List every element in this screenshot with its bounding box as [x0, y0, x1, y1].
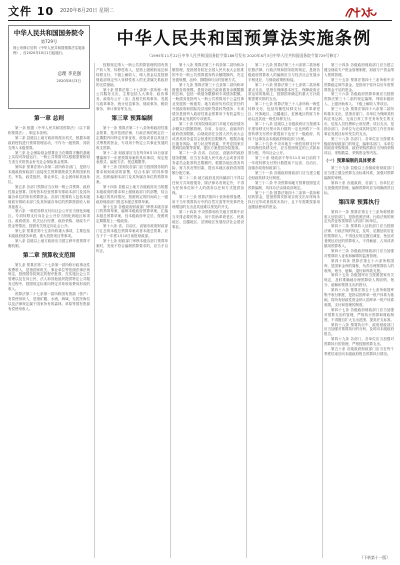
column-divider	[246, 63, 247, 558]
article-paragraph: 第二十五条 预算法第三十六条第二款所称依照法律、行政法规和国务院的规定，是指各级政府预算收入的编制应当与经济社会发展水平相适应，与财政政策相衔接。	[248, 63, 320, 82]
paper-logo	[344, 5, 378, 19]
masthead-rule	[8, 20, 392, 21]
chapter-heading: 第二章 预算收支范围	[22, 252, 76, 259]
article-paragraph: 第七条 预算法第十五条所称重大事项，主要包括本级政府债务举借、重大投资项目等事项。	[8, 229, 90, 238]
article-paragraph: 第四十九条 各部门、各单位应当加强对预算执行的管理，严格按照预算支出。	[324, 337, 394, 347]
article-paragraph: 第六条 一般性转移支付向社会公开应当细化到地区。专项转移支付向社会公开应当细化到地区和项目。政府债务、机关运行经费、政府采购、财政专户资金等情况，按照有关规定向社会公开。	[8, 209, 90, 229]
article-paragraph: 第二十七条 预算法第三十八条所称一般性转移支付，包括均衡性转移支付、对革命老区、民族地区、边疆地区、贫困地区的财力补助以及其他一般性转移支付。	[248, 102, 320, 121]
section-name: 文件 10	[8, 5, 55, 18]
article-paragraph: 第四十二条 预算收入征收部门应当按照法律、行政法规的规定，及时、足额征收应征的预算收入，不得违反规定擅自减征、免征或者缓征应征的预算收入，不得截留、占用或者挪用预算收入。	[324, 224, 394, 248]
article-paragraph: 第九条 预算法第二十七条第一款所称行政事业性收费收入，是指国家机关、事业单位等依照法律法规规定，按照国务院规定的程序批准，在实施社会公共管理以及在向公民、法人和其他组织提供特定公共服务过程中，按照规定标准向特定对象收取费用形成的收入。	[8, 262, 90, 292]
column-divider	[170, 63, 171, 558]
article-paragraph: 预算法第二十七条第一款所称国有资源（资产）有偿使用收入，是指矿藏、水流、海域、无居民海岛以及法律规定属于国家所有的森林、草原等国有资源有偿使用收入。	[8, 292, 90, 311]
article-paragraph: 第二十九条 中央对地方一般性转移支付中的均衡性转移支付，应当按照规定的公式和标准分配，并向社会公开。	[248, 141, 320, 156]
headline-subtitle: （1995年11月22日中华人民共和国国务院令第186号发布 2020年8月3日中华人民共和国国务院令第729号修订）	[147, 53, 341, 58]
article-paragraph: 第二十三条 预算法第四十条所称预备费，用于当年预算执行中的自然灾害等突发事件处理增加的支出及其他难以预见的开支。	[172, 195, 244, 210]
header-date: 2020年8月20日 星期二	[60, 8, 114, 14]
sub-heading: （一）预算编制的具体要求	[324, 159, 376, 165]
text-column	[324, 63, 394, 558]
article-paragraph: 第三十六条 各级政府预算草案应当按照预算法第三十二条的规定编制，列明本级收入、上级补助收入、下级上解收入等项目。	[324, 92, 394, 107]
text-column	[8, 112, 90, 558]
article-paragraph: 第二十一条 各省、自治区、直辖市的政府债务限额，应当在本级人民代表大会或者其常务委员会批准的总限额内，根据各地区债务风险、财力状况等因素，提出本地区政府债务限额分配方案。	[172, 151, 244, 175]
decree-body: 现公布修订后的《中华人民共和国预算法实施条例》，自2020年10月1日起施行。	[13, 46, 85, 56]
decree-signature: 总理 李克强	[57, 72, 81, 77]
article-paragraph: 第四十七条 各级政府财政部门应当加强对预算支出的管理，严格执行预算和财政制度，不得擅自扩大支出范围、提高开支标准。	[324, 307, 394, 322]
article-paragraph: 第三十九条 县级以上各级政府财政部门应当建立健全预算支出标准体系，加强对预算编制的审核。	[324, 166, 394, 181]
article-paragraph: 第十条 预算法第二十七条第一款所称一般公共服务支出，主要包括人大事务、政协事务、政府办公厅（室）及相关机构事务、发展与改革事务、统计信息事务、财政事务、税收事务、审计事务等支出。	[96, 87, 168, 112]
continued-note: （下转第十一版）	[359, 555, 390, 560]
text-column	[172, 63, 244, 558]
headline: 中华人民共和国预算法实施条例	[116, 29, 372, 49]
chapter-heading: 第三章 预算编制	[111, 116, 153, 123]
article-paragraph: 第三十五条 预算法第四十三条所称中央预算稳定调节基金，是指用于弥补以后年度预算资金不足的资金。	[324, 77, 394, 92]
article-paragraph: 第四条 预算法第六条第二款所称各部门，是指与本级政府财政部门直接发生预算缴拨款关系的国家机关、军队、政党组织、事业单位、社会团体和其他单位。	[8, 165, 90, 184]
article-paragraph: 第二十六条 预算法第三十七条第二款所称重点支出，是指在保障基本民生、保障政府正常运转的基础上，按照国家确定的重大方针政策需要安排的支出。	[248, 82, 320, 102]
state-council-decree-box	[8, 25, 90, 109]
article-paragraph: 第三十八条 各部门、各单位应当按照本级政府财政部门的规定，编制本部门、本单位的政府采购预算，政府采购预算应当列明采购项目、采购数量、采购资金等内容。	[324, 136, 394, 156]
article-paragraph: 第三十七条 预算法第四十六条第二款所称基本支出，是指各部门、各单位为保障其机构正常运转、完成日常工作任务所发生的支出，包括人员经费和公用经费；项目支出，是指各部门、各单位为完成其特定的工作任务和事业发展目标所发生的支出。	[324, 107, 394, 136]
article-paragraph: 第五条 各部门预算应当反映一般公共预算、政府性基金预算、国有资本经营预算安排给本部门及其所属各单位的所有预算资金。各部门预算收入包括本级财政安排给本部门及其所属各单位的预算拨款收入和其他收入。	[8, 184, 90, 209]
article-paragraph: 第十五条 各级政府财政部门审核本级各部门的预算草案，编制本级政府预算草案，汇编本级总预算草案，经本级政府审定后，按照规定期限报上一级政府。	[96, 204, 168, 224]
article-paragraph: 第四十条 各级政府、各部门、各单位应当加强绩效管理，编制预算时应当明确绩效目标。	[324, 180, 394, 195]
article-paragraph: 第二十二条 地方政府及其所属部门不得以任何方式举借债务，除法律另有规定外，不得为任何单位和个人的债务以任何方式提供担保。	[172, 175, 244, 195]
article-paragraph: 第二十八条 县级以上各级政府应当按照本年度转移支付预计执行数的一定比例将下一年度转移支付预计数提前下达至下一级政府，具体下达事宜由本级政府财政部门办理。	[248, 121, 320, 141]
article-paragraph: 第三十三条 预算法第四十二条第一款所称结转资金，是指预算安排项目的支出年终尚未执行完毕或者因故未执行，且下年需要按原用途继续使用的资金。	[248, 190, 320, 210]
column-divider	[94, 63, 95, 558]
article-paragraph: 第四十四条 预算法第五十六条所称国库，是国家金库的简称，负责办理预算收入的收纳、划分、留解、退付和库款支拨。	[324, 258, 394, 273]
article-paragraph: 第五十条 各级政府财政部门应当在每个季度结束后向本级政府报告预算执行情况。	[324, 347, 394, 356]
text-column	[248, 63, 320, 558]
article-paragraph: 第二十四条 中央预算和有关地方预算中应当安排必要的资金，用于扶助革命老区、民族地区、边疆地区、贫困地区发展经济社会建设事业。	[172, 210, 244, 229]
article-paragraph: 第十二条 财政部应当在每年6月15日前部署编制下一年度预算草案的具体事项，规定报表格式、编报方法、报送期限等。	[96, 150, 168, 165]
article-paragraph: 第十七条 财政部门审核本级各部门预算草案时，发现不符合编制预算要求的，应当予以纠正。	[96, 238, 168, 253]
article-paragraph: 第十三条 国务院各部门应当按照国务院的要求和财政部的部署，结合本部门的具体情况，组织编制本部门及其所属各单位的预算草案。	[96, 165, 168, 185]
text-column	[96, 63, 168, 558]
article-paragraph: 第十六条 省、自治区、直辖市政府财政部门汇总的本级总预算草案或者本级总预算，应当于下一年度1月10日前报财政部。	[96, 224, 168, 238]
decree-title: 中华人民共和国国务院令	[13, 29, 85, 37]
decree-number: 第729号	[40, 39, 58, 44]
article-paragraph: 第三十二条 中央预算和地方预算按照复式预算编制，具体办法由财政部规定。	[248, 180, 320, 190]
article-paragraph: 第十八条 预算法第三十四条第二款所称余额管理，是指国务院在全国人民代表大会批准的中央一般公共预算债务的余额限额内，决定发债规模、品种、期限和时点的管理方式。	[172, 63, 244, 82]
article-paragraph: 第一条 根据《中华人民共和国预算法》（以下简称预算法），制定本条例。	[8, 126, 90, 135]
article-paragraph: 第十一条 预算法第二十八条所称政府性基金预算，是对依照法律、行政法规的规定在一定期限内向特定对象征收、收取或者以其他方式筹集的资金，专项用于特定公共事业发展的收支预算。	[96, 126, 168, 150]
article-paragraph: 按照规定纳入一般公共预算管理的国有资产收入等，转移性收入，是指上级税收返还和转移支付、下级上解收入、调入资金以及按照财政部规定列入转移性收入的无隶属关系政府的无偿援助。	[96, 63, 168, 87]
column-divider	[322, 63, 323, 558]
page-header	[8, 5, 378, 19]
article-paragraph: 第二条 县级以上地方政府的派出机关，根据本级政府授权进行预算管理活动，不作为一级预算，其收支纳入本级预算。	[8, 135, 90, 150]
article-paragraph: 第二十条 国务院财政部门对地方政府债务余额实行限额管理。各省、自治区、直辖市的政府债务限额，由财政部在全国人民代表大会或者其常务委员会批准的总限额内，根据各地区债务风险、财力状况等因素，并考虑国家宏观调控政策等需要，提出方案报国务院批准。	[172, 121, 244, 151]
article-paragraph: 第四十八条 预算执行中，政府财政部门应当加强对预算执行的分析，及时向本级政府报告。	[324, 322, 394, 337]
article-paragraph: 第十九条 预算法第三十五条第二款所称举借债务的规模，是指各地方政府债务余额限额的总和，包括一般债务限额和专项债务限额。一般债务是指列入一般公共预算用于公益性事业发展的一般债券、地方政府负有偿还责任的外国政府和国际经济组织贷款转贷债务；专项债务是指列入政府性基金预算用于有收益的公益性事业发展的专项债券。	[172, 82, 244, 121]
article-paragraph: 第三十四条 各级政府财政部门应当建立健全财政专户资金管理制度，财政专户资金纳入预算管理。	[324, 63, 394, 77]
decree-date: 2020年8月3日	[56, 79, 81, 83]
article-paragraph: 第四十一条 预算法第五十三条所称预算收入征收部门，是指依照法律、行政法规的规定负责征收预算收入的部门和单位。	[324, 209, 394, 224]
article-paragraph: 第十四条 县级以上地方各级政府应当根据本级政府的要求和上级财政部门的部署，结合本地区的具体情况，按照规定的时间向上一级政府财政部门报送本级总预算草案。	[96, 184, 168, 204]
chapter-heading: 第四章 预算执行	[338, 199, 380, 206]
article-paragraph: 第四十五条 各级国库应当按照国家有关规定，及时准确地办理预算收入的收纳、划分、留解和预算支出的拨付。	[324, 273, 394, 288]
article-paragraph: 第三十条 财政部于每年11月10日前将下一年度转移支付预计数提前下达省、自治区、直辖市政府财政部门。	[248, 156, 320, 171]
article-paragraph: 第三十一条 各级政府财政部门应当建立健全财政转移支付制度。	[248, 170, 320, 180]
article-paragraph: 第三条 社会保险基金预算应当在精算平衡的基础上实现可持续运行，一般公共预算可以根据需要和财力适当安排资金补充社会保险基金预算。	[8, 150, 90, 165]
article-paragraph: 第八条 县级以上地方政府应当建立跨年度预算平衡机制。	[8, 238, 90, 248]
chapter-heading: 第一章 总则	[34, 116, 64, 122]
article-paragraph: 第四十三条 各级政府财政部门应当加强对预算收入征收和解缴的监督管理。	[324, 248, 394, 258]
article-paragraph: 第四十六条 预算法第五十七条所称国库集中收付制度，是指以国库单一账户体系为基础，将所有财政性资金纳入国库单一账户体系收缴、支付和管理的制度。	[324, 288, 394, 307]
